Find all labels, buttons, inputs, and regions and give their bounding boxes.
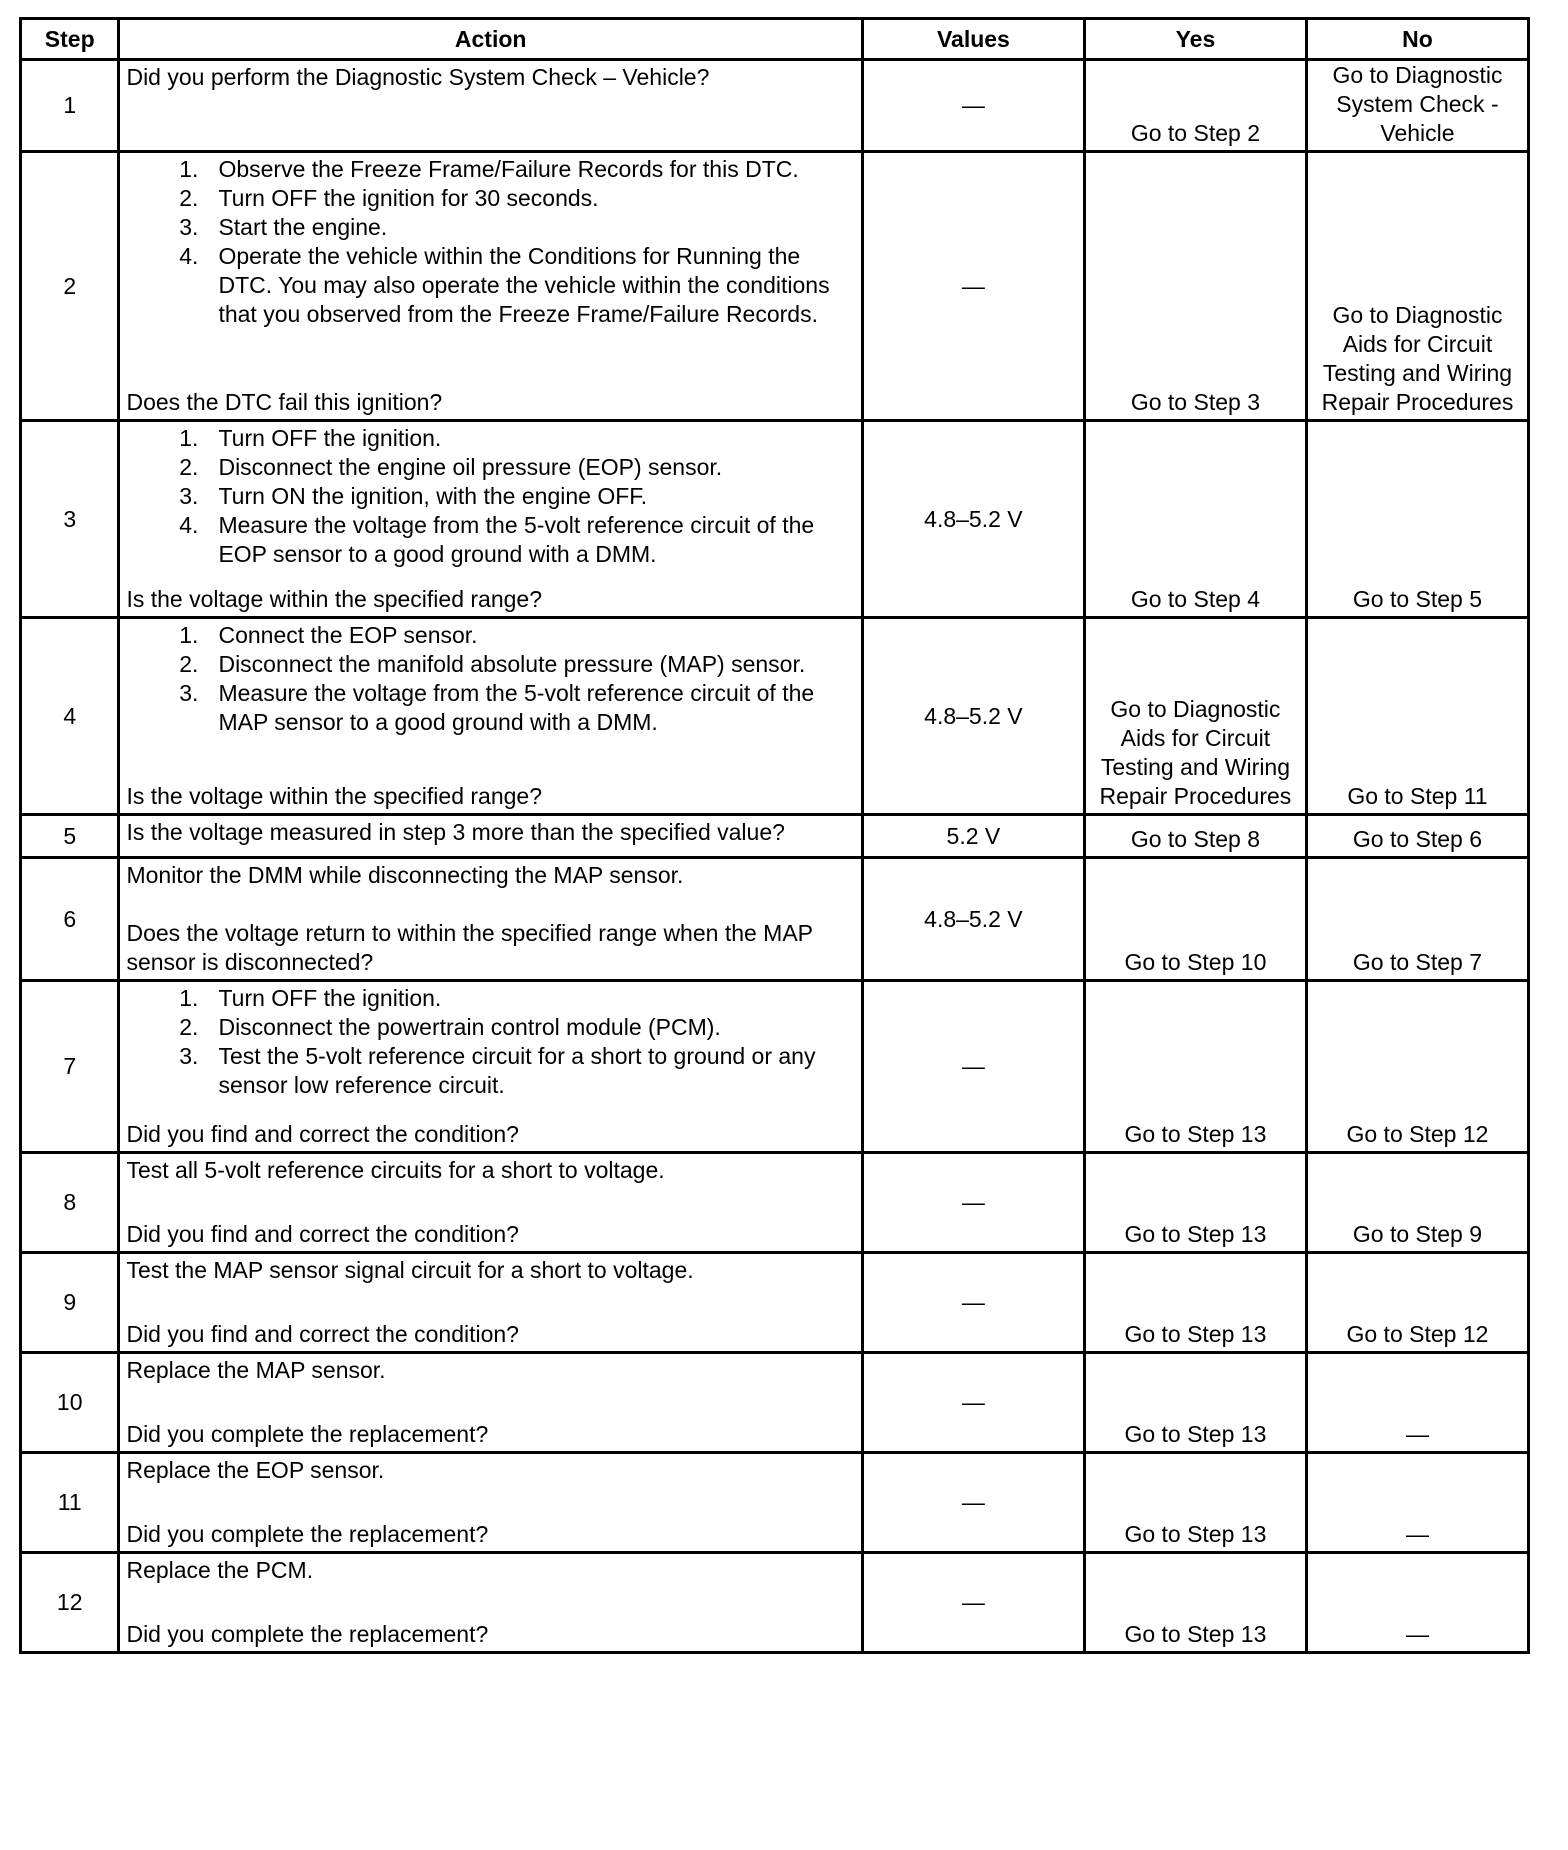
action-intro: Test all 5-volt reference circuits for a short to voltage.	[126, 1157, 665, 1183]
action-intro: Did you perform the Diagnostic System Check – Vehicle?	[126, 64, 710, 90]
table-row	[21, 1253, 1529, 1353]
yes-target: Go to Diagnostic Aids for Circuit Testing and Wiring Repair Procedures	[1099, 696, 1292, 809]
list-item	[126, 679, 854, 737]
list-item	[126, 424, 854, 453]
step-number: 11	[21, 1453, 119, 1553]
values-cell: —	[862, 1353, 1084, 1453]
action-content	[126, 1456, 854, 1549]
action-intro: Replace the PCM.	[126, 1557, 314, 1583]
action-cell	[119, 1553, 862, 1653]
action-steps-list	[126, 984, 854, 1100]
values-cell: —	[862, 1553, 1084, 1653]
yes-cell	[1084, 1253, 1306, 1353]
list-item-text: Start the engine.	[218, 214, 388, 240]
header-action: Action	[119, 19, 862, 60]
action-cell	[119, 618, 862, 815]
list-item-number: 3.	[179, 214, 199, 240]
no-target: Go to Step 6	[1352, 826, 1483, 852]
list-item-number: 1.	[179, 985, 199, 1011]
action-top	[126, 424, 854, 569]
list-item-text: Disconnect the engine oil pressure (EOP) sensor.	[218, 454, 723, 480]
action-cell	[119, 981, 862, 1153]
action-steps-list	[126, 155, 854, 329]
values-cell: —	[862, 152, 1084, 421]
action-top	[126, 1156, 854, 1185]
no-target: Go to Step 11	[1347, 783, 1488, 809]
action-content	[126, 1256, 854, 1349]
action-question: Does the voltage return to within the specified range when the MAP sensor is disconnected?	[126, 920, 813, 975]
values-cell: —	[862, 1253, 1084, 1353]
action-content	[126, 1356, 854, 1449]
step-number: 3	[21, 421, 119, 618]
action-content	[126, 63, 854, 148]
list-item-text: Connect the EOP sensor.	[218, 622, 478, 648]
action-cell	[119, 1253, 862, 1353]
no-target: Go to Step 12	[1346, 1321, 1489, 1347]
no-cell	[1306, 815, 1528, 858]
no-cell	[1306, 421, 1528, 618]
action-intro: Test the MAP sensor signal circuit for a short to voltage.	[126, 1257, 694, 1283]
action-intro: Replace the EOP sensor.	[126, 1457, 385, 1483]
header-no: No	[1306, 19, 1528, 60]
action-question: Is the voltage within the specified range?	[126, 586, 542, 612]
action-intro: Monitor the DMM while disconnecting the MAP sensor.	[126, 862, 684, 888]
action-content	[126, 1556, 854, 1649]
no-target: Go to Step 9	[1352, 1221, 1483, 1247]
yes-target: Go to Step 10	[1124, 949, 1267, 975]
action-cell	[119, 1353, 862, 1453]
action-top	[126, 818, 854, 847]
yes-target: Go to Step 13	[1124, 1321, 1267, 1347]
no-target: —	[1405, 1421, 1429, 1447]
no-cell	[1306, 1553, 1528, 1653]
list-item-number: 4.	[179, 243, 199, 269]
step-number: 7	[21, 981, 119, 1153]
table-row	[21, 1553, 1529, 1653]
values-cell: 4.8–5.2 V	[862, 858, 1084, 981]
action-question: Does the DTC fail this ignition?	[126, 389, 443, 415]
list-item-text: Turn OFF the ignition.	[218, 425, 442, 451]
table-row	[21, 1453, 1529, 1553]
list-item	[126, 155, 854, 184]
no-target: —	[1405, 1621, 1429, 1647]
action-cell	[119, 152, 862, 421]
action-intro: Is the voltage measured in step 3 more than the specified value?	[126, 819, 785, 845]
values-cell: —	[862, 1153, 1084, 1253]
list-item-text: Disconnect the powertrain control module (PCM).	[218, 1014, 721, 1040]
action-top	[126, 1456, 854, 1485]
action-question: Did you find and correct the condition?	[126, 1221, 519, 1247]
action-question: Did you complete the replacement?	[126, 1521, 489, 1547]
list-item	[126, 984, 854, 1013]
yes-cell	[1084, 1453, 1306, 1553]
list-item	[126, 1042, 854, 1100]
list-item-text: Observe the Freeze Frame/Failure Records for this DTC.	[218, 156, 799, 182]
list-item-text: Measure the voltage from the 5-volt reference circuit of the MAP sensor to a good ground with a DMM.	[218, 680, 815, 735]
yes-target: Go to Step 13	[1124, 1621, 1267, 1647]
action-steps-list	[126, 424, 854, 569]
yes-cell	[1084, 981, 1306, 1153]
action-question: Did you find and correct the condition?	[126, 1321, 519, 1347]
step-number: 4	[21, 618, 119, 815]
header-values: Values	[862, 19, 1084, 60]
action-content	[126, 861, 854, 977]
yes-target: Go to Step 8	[1130, 826, 1260, 852]
no-target: —	[1405, 1521, 1429, 1547]
action-top	[126, 63, 854, 92]
yes-cell	[1084, 618, 1306, 815]
list-item-number: 3.	[179, 483, 199, 509]
action-content	[126, 621, 854, 811]
yes-cell	[1084, 60, 1306, 152]
yes-target: Go to Step 13	[1124, 1221, 1267, 1247]
table-row	[21, 152, 1529, 421]
list-item-number: 1.	[179, 156, 199, 182]
no-cell	[1306, 152, 1528, 421]
no-cell	[1306, 858, 1528, 981]
list-item	[126, 242, 854, 329]
yes-target: Go to Step 13	[1124, 1421, 1267, 1447]
action-question: Is the voltage within the specified range?	[126, 783, 542, 809]
step-number: 12	[21, 1553, 119, 1653]
header-row	[21, 19, 1529, 60]
action-top	[126, 1356, 854, 1385]
list-item-text: Operate the vehicle within the Conditions for Running the DTC. You may also operate the vehicle within the conditions that you observed from the Freeze Frame/Failure Records.	[218, 243, 830, 327]
no-cell	[1306, 1153, 1528, 1253]
list-item-number: 1.	[179, 622, 199, 648]
table-row	[21, 421, 1529, 618]
yes-cell	[1084, 1553, 1306, 1653]
table-row	[21, 60, 1529, 152]
diagnostic-table	[19, 17, 1530, 1654]
yes-cell	[1084, 152, 1306, 421]
list-item	[126, 1013, 854, 1042]
values-cell: 5.2 V	[862, 815, 1084, 858]
list-item-number: 2.	[179, 454, 199, 480]
yes-target: Go to Step 4	[1130, 586, 1260, 612]
list-item-number: 3.	[179, 1043, 199, 1069]
no-target: Go to Step 5	[1352, 586, 1483, 612]
action-cell	[119, 858, 862, 981]
yes-cell	[1084, 858, 1306, 981]
values-cell: —	[862, 981, 1084, 1153]
list-item	[126, 453, 854, 482]
list-item	[126, 482, 854, 511]
action-content	[126, 1156, 854, 1249]
step-number: 1	[21, 60, 119, 152]
list-item	[126, 213, 854, 242]
yes-cell	[1084, 1153, 1306, 1253]
action-cell	[119, 1453, 862, 1553]
list-item-text: Disconnect the manifold absolute pressure (MAP) sensor.	[218, 651, 806, 677]
yes-target: Go to Step 13	[1124, 1521, 1267, 1547]
values-cell: 4.8–5.2 V	[862, 421, 1084, 618]
action-cell	[119, 421, 862, 618]
action-top	[126, 984, 854, 1100]
action-question: Did you find and correct the condition?	[126, 1121, 519, 1147]
table-row	[21, 815, 1529, 858]
action-top	[126, 861, 854, 890]
list-item	[126, 511, 854, 569]
action-cell	[119, 815, 862, 858]
action-steps-list	[126, 621, 854, 737]
action-top	[126, 155, 854, 329]
no-cell	[1306, 981, 1528, 1153]
yes-cell	[1084, 815, 1306, 858]
action-content	[126, 155, 854, 417]
action-cell	[119, 1153, 862, 1253]
step-number: 2	[21, 152, 119, 421]
header-yes: Yes	[1084, 19, 1306, 60]
list-item-number: 3.	[179, 680, 199, 706]
action-content	[126, 818, 854, 854]
action-top	[126, 1556, 854, 1585]
table-row	[21, 1153, 1529, 1253]
table-row	[21, 618, 1529, 815]
step-number: 5	[21, 815, 119, 858]
action-cell	[119, 60, 862, 152]
action-content	[126, 984, 854, 1149]
list-item-text: Turn OFF the ignition.	[218, 985, 442, 1011]
no-target: Go to Step 7	[1352, 949, 1483, 975]
yes-target: Go to Step 2	[1130, 120, 1260, 146]
table-row	[21, 1353, 1529, 1453]
yes-cell	[1084, 1353, 1306, 1453]
step-number: 9	[21, 1253, 119, 1353]
list-item	[126, 650, 854, 679]
list-item-number: 2.	[179, 1014, 199, 1040]
yes-target: Go to Step 13	[1124, 1121, 1267, 1147]
action-intro: Replace the MAP sensor.	[126, 1357, 386, 1383]
values-cell: 4.8–5.2 V	[862, 618, 1084, 815]
no-cell	[1306, 60, 1528, 152]
action-question: Did you complete the replacement?	[126, 1621, 489, 1647]
list-item-text: Turn OFF the ignition for 30 seconds.	[218, 185, 599, 211]
list-item-number: 2.	[179, 185, 199, 211]
table-row	[21, 858, 1529, 981]
no-target: Go to Diagnostic System Check - Vehicle	[1332, 62, 1503, 146]
no-cell	[1306, 1453, 1528, 1553]
no-cell	[1306, 1253, 1528, 1353]
values-cell: —	[862, 60, 1084, 152]
action-top	[126, 621, 854, 737]
list-item-number: 2.	[179, 651, 199, 677]
list-item-text: Turn ON the ignition, with the engine OFF.	[218, 483, 648, 509]
no-cell	[1306, 1353, 1528, 1453]
yes-target: Go to Step 3	[1130, 389, 1260, 415]
action-question: Did you complete the replacement?	[126, 1421, 489, 1447]
list-item-number: 4.	[179, 512, 199, 538]
list-item-number: 1.	[179, 425, 199, 451]
values-cell: —	[862, 1453, 1084, 1553]
step-number: 6	[21, 858, 119, 981]
no-cell	[1306, 618, 1528, 815]
table-body	[21, 60, 1529, 1653]
action-top	[126, 1256, 854, 1285]
step-number: 8	[21, 1153, 119, 1253]
no-target: Go to Diagnostic Aids for Circuit Testing and Wiring Repair Procedures	[1321, 302, 1514, 415]
list-item-text: Test the 5-volt reference circuit for a short to ground or any sensor low reference circuit.	[218, 1043, 816, 1098]
no-target: Go to Step 12	[1346, 1121, 1489, 1147]
yes-cell	[1084, 421, 1306, 618]
table-row	[21, 981, 1529, 1153]
header-step: Step	[21, 19, 119, 60]
action-content	[126, 424, 854, 614]
step-number: 10	[21, 1353, 119, 1453]
list-item	[126, 184, 854, 213]
list-item-text: Measure the voltage from the 5-volt reference circuit of the EOP sensor to a good ground with a DMM.	[218, 512, 815, 567]
list-item	[126, 621, 854, 650]
